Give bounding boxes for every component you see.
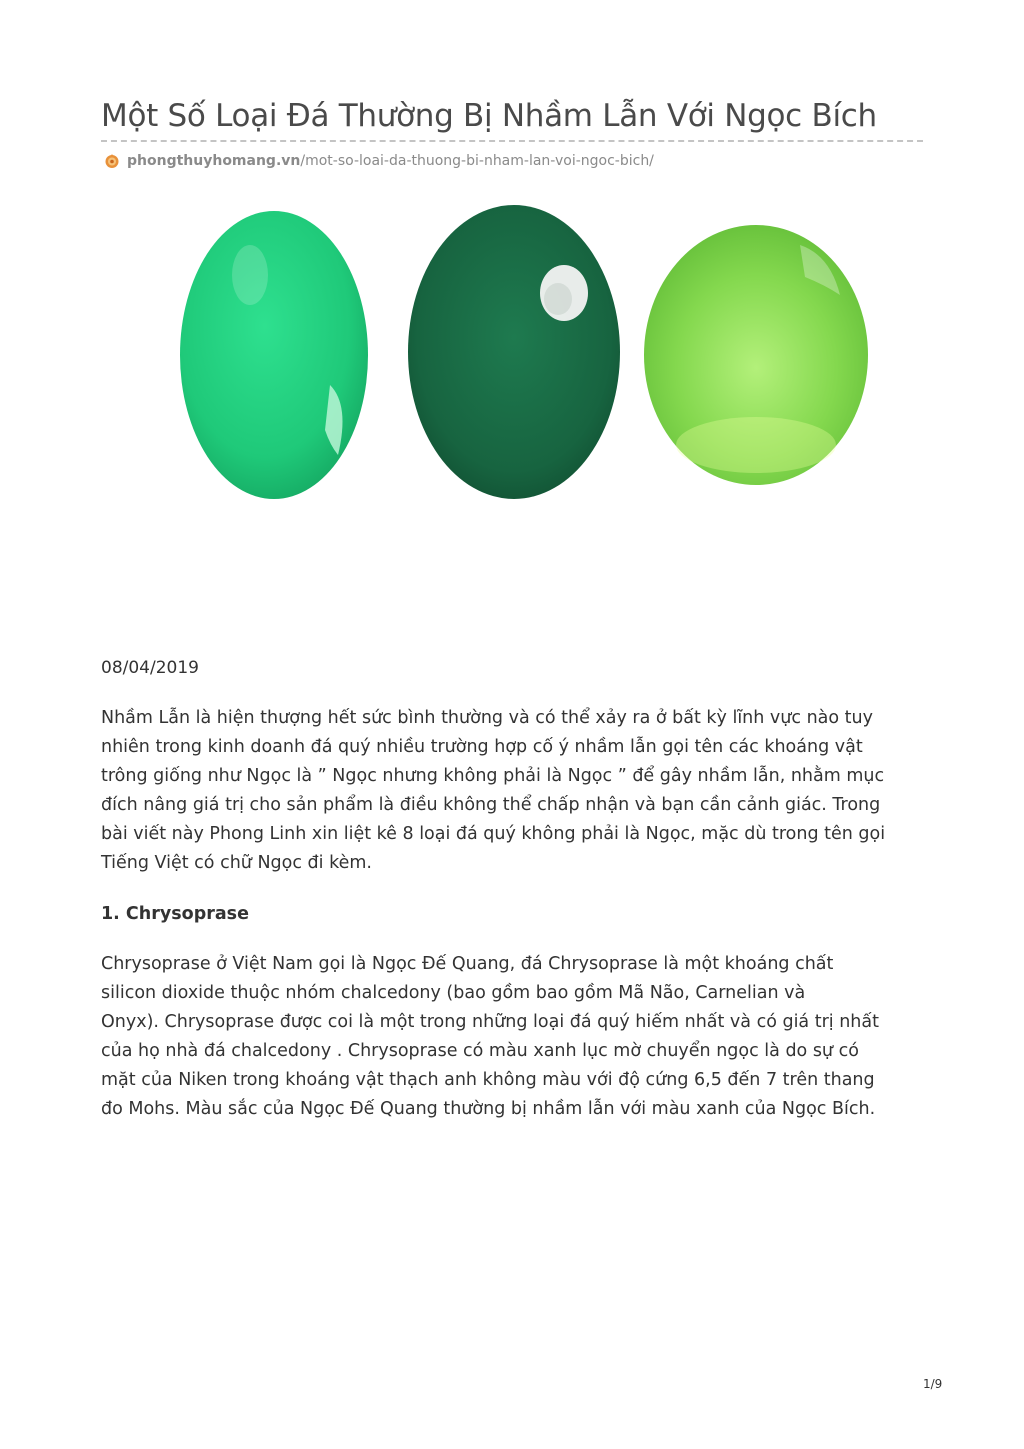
text-line: Tiếng Việt có chữ Ngọc đi kèm. xyxy=(101,853,372,873)
text-line: đo Mohs. Màu sắc của Ngọc Đế Quang thường bị nhầm lẫn với màu xanh của Ngọc Bích. xyxy=(101,1099,876,1119)
site-favicon-icon xyxy=(104,153,120,169)
source-path[interactable]: /mot-so-loai-da-thuong-bi-nham-lan-voi-ngoc-bich/ xyxy=(300,153,654,169)
text-line: silicon dioxide thuộc nhóm chalcedony (bao gồm bao gồm Mã Não, Carnelian và xyxy=(101,983,806,1003)
text-line: trông giống như Ngọc là ” Ngọc nhưng không phải là Ngọc ” để gây nhầm lẫn, nhằm mục xyxy=(101,766,885,786)
chrysoprase-stone-light xyxy=(180,211,368,499)
text-line: mặt của Niken trong khoáng vật thạch anh không màu với độ cứng 6,5 đến 7 trên thang xyxy=(101,1070,875,1090)
section-paragraph xyxy=(101,950,931,1124)
source-domain[interactable]: phongthuyhomang.vn xyxy=(127,153,301,169)
text-line: nhiên trong kinh doanh đá quý nhiều trường hợp cố ý nhầm lẫn gọi tên các khoáng vật xyxy=(101,737,863,757)
text-line: Chrysoprase ở Việt Nam gọi là Ngọc Đế Quang, đá Chrysoprase là một khoáng chất xyxy=(101,954,834,974)
text-line: Nhầm Lẫn là hiện thượng hết sức bình thường và có thể xảy ra ở bất kỳ lĩnh vực nào tuy xyxy=(101,708,873,728)
intro-paragraph xyxy=(101,704,931,878)
text-line: của họ nhà đá chalcedony . Chrysoprase có màu xanh lục mờ chuyển ngọc là do sự có xyxy=(101,1041,859,1061)
publish-date: 08/04/2019 xyxy=(101,658,199,678)
title-divider xyxy=(101,140,923,142)
dark-green-stone xyxy=(408,205,620,499)
text-line: Onyx). Chrysoprase được coi là một trong những loại đá quý hiếm nhất và có giá trị nhất xyxy=(101,1012,879,1032)
source-link[interactable] xyxy=(104,150,654,172)
jade-stones-image xyxy=(180,205,870,505)
page-title: Một Số Loại Đá Thường Bị Nhầm Lẫn Với Ngọc Bích xyxy=(101,98,877,134)
section-heading: 1. Chrysoprase xyxy=(101,904,249,924)
text-line: đích nâng giá trị cho sản phẩm là điều không thể chấp nhận và bạn cần cảnh giác. Trong xyxy=(101,795,881,815)
text-line: bài viết này Phong Linh xin liệt kê 8 loại đá quý không phải là Ngọc, mặc dù trong tên gọi xyxy=(101,824,886,844)
page-number: 1/9 xyxy=(923,1377,943,1391)
